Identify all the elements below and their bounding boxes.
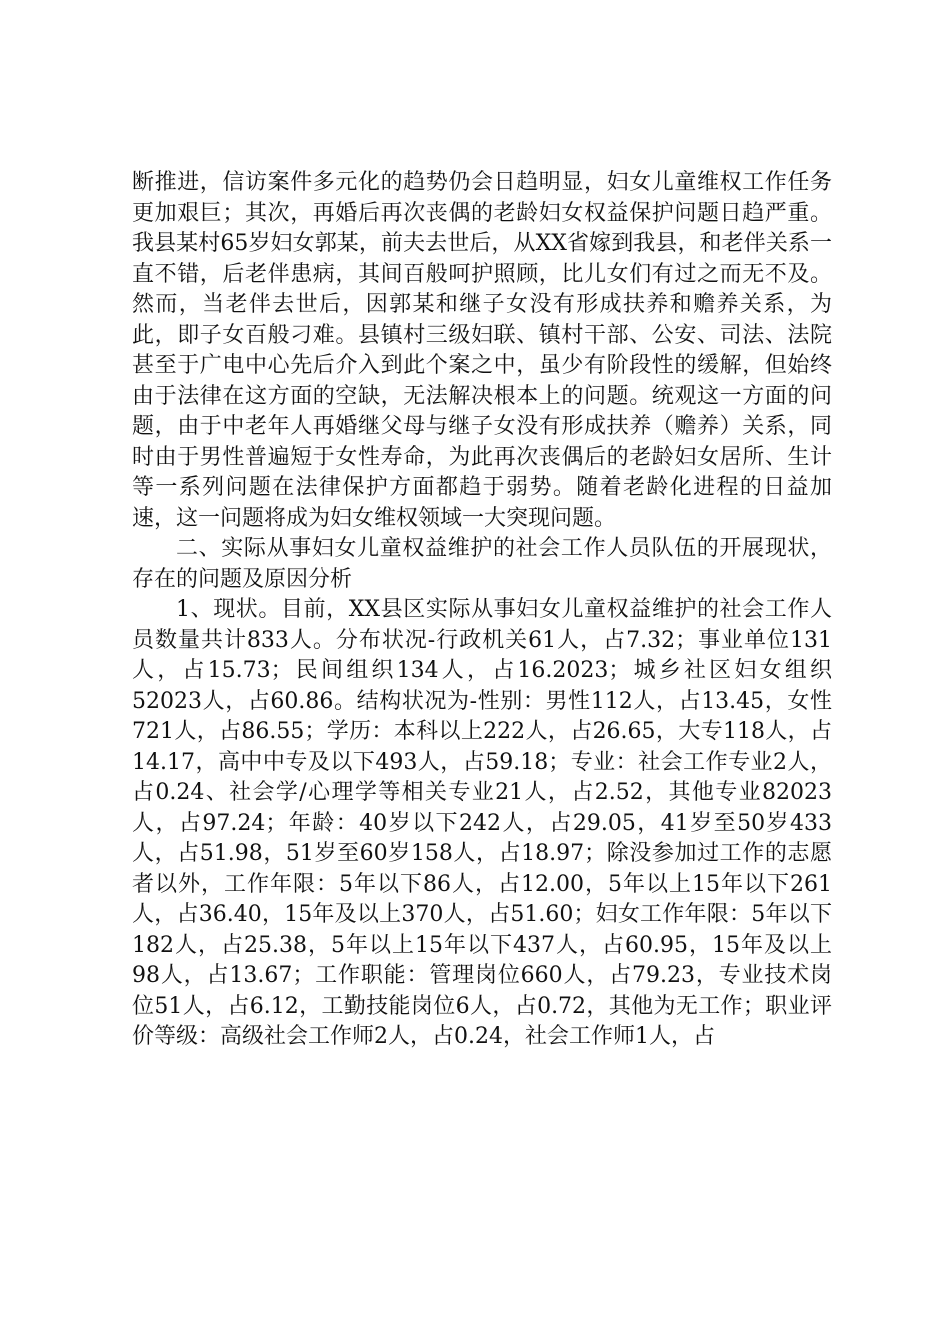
paragraph-continuation: 断推进，信访案件多元化的趋势仍会日趋明显，妇女儿童维权工作任务更加艰巨；其次，再婚后再次丧偶的老龄妇女权益保护问题日趋严重。我县某村65岁妇女郭某，前夫去世后，从XX省嫁到我县，和老伴关系一直不错，后老伴患病，其间百般呵护照顾，比儿女们有过之而无不及。然而，当老伴去世后，因郭某和继子女没有形成扶养和赡养关系，为此，即子女百般刁难。县镇村三级妇联、镇村干部、公安、司法、法院甚至于广电中心先后介入到此个案之中，虽少有阶段性的缓解，但始终由于法律在这方面的空缺，无法解决根本上的问题。统观这一方面的问题，由于中老年人再婚继父母与继子女没有形成扶养（赡养）关系，同时由于男性普遍短于女性寿命，为此再次丧偶后的老龄妇女居所、生计等一系列问题在法律保护方面都趋于弱势。随着老龄化进程的日益加速，这一问题将成为妇女维权领域一大突现问题。 <box>132 170 832 531</box>
section-heading: 二、实际从事妇女儿童权益维护的社会工作人员队伍的开展现状，存在的问题及原因分析 <box>132 536 832 592</box>
document-body <box>132 168 832 1053</box>
paragraph-status: 1、现状。目前，XX县区实际从事妇女儿童权益维护的社会工作人员数量共计833人。分布状况-行政机关61人，占7.32；事业单位131人，占15.73；民间组织134人，占16.2023；城乡社区妇女组织52023人，占60.86。结构状况为-性别：男性112人，占13.45，女性721人，占86.55；学历：本科以上222人，占26.65，大专118人，占14.17，高中中专及以下493人，占59.18；专业：社会工作专业2人，占0.24、社会学/心理学等相关专业21人，占2.52，其他专业82023人，占97.24；年龄：40岁以下242人，占29.05，41岁至50岁433人，占51.98，51岁至60岁158人，占18.97；除没参加过工作的志愿者以外，工作年限：5年以下86人，占12.00，5年以上15年以下261人，占36.40，15年及以上370人，占51.60；妇女工作年限：5年以下182人，占25.38，5年以上15年以下437人，占60.95，15年及以上98人，占13.67；工作职能：管理岗位660人，占79.23，专业技术岗位51人，占6.12，工勤技能岗位6人，占0.72，其他为无工作；职业评价等级：高级社会工作师2人，占0.24，社会工作师1人，占 <box>132 597 832 1049</box>
